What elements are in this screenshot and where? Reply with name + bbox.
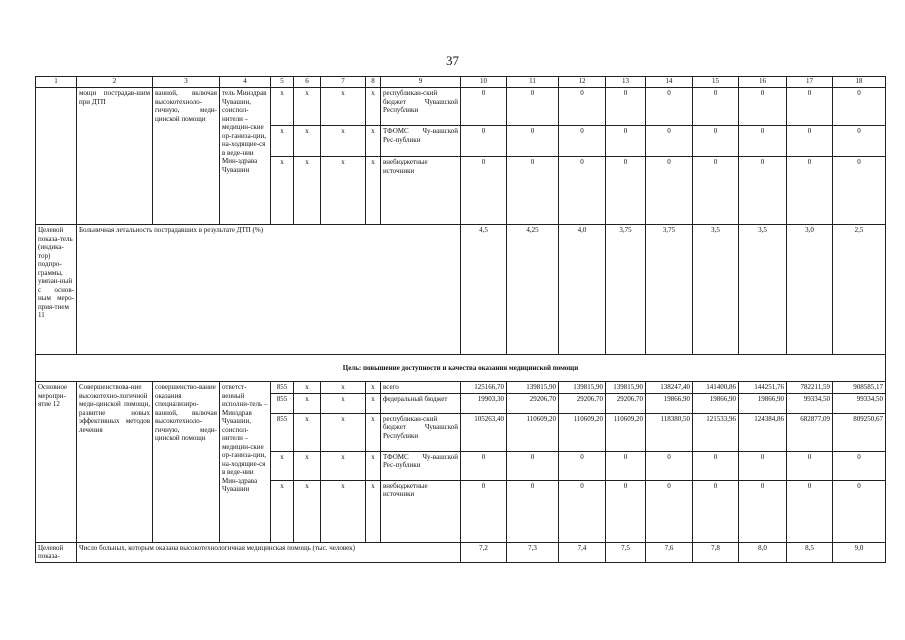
- value-cell: 0: [787, 157, 833, 225]
- value-cell: 99334,50: [787, 393, 833, 413]
- value-cell: 2,5: [833, 225, 886, 355]
- value-cell: 4,0: [559, 225, 606, 355]
- value-cell: 99334,50: [833, 393, 886, 413]
- value-cell: 0: [461, 157, 507, 225]
- value-cell: 0: [693, 157, 739, 225]
- value-cell: 0: [559, 451, 606, 480]
- code-cell: x: [321, 413, 366, 451]
- goal-row: [36, 355, 886, 382]
- value-cell: 0: [559, 480, 606, 542]
- column-number: 18: [833, 77, 886, 88]
- code-cell: x: [321, 126, 366, 157]
- value-cell: 0: [693, 451, 739, 480]
- value-cell: 0: [833, 451, 886, 480]
- column-number: 14: [646, 77, 693, 88]
- value-cell: 8,5: [787, 542, 833, 562]
- code-cell: x: [366, 451, 381, 480]
- value-cell: 138247,40: [646, 382, 693, 394]
- value-cell: 0: [739, 126, 787, 157]
- value-cell: 0: [739, 88, 787, 126]
- code-cell: x: [366, 88, 381, 126]
- value-cell: 19903,30: [461, 393, 507, 413]
- value-cell: 0: [606, 451, 646, 480]
- column-number: 3: [153, 77, 220, 88]
- value-cell: 29206,70: [559, 393, 606, 413]
- value-cell: 144251,76: [739, 382, 787, 394]
- code-cell: x: [271, 480, 294, 542]
- column-number: 8: [366, 77, 381, 88]
- value-cell: 809250,67: [833, 413, 886, 451]
- value-cell: 0: [606, 88, 646, 126]
- column-number: 1: [36, 77, 77, 88]
- code-cell: x: [294, 413, 321, 451]
- value-cell: 0: [646, 451, 693, 480]
- goal-text: Цель: повышение доступности и качества оказания медицинской помощи: [36, 355, 886, 382]
- value-cell: 0: [606, 480, 646, 542]
- value-cell: 0: [507, 451, 559, 480]
- funding-source-cell: всего: [381, 382, 461, 394]
- value-cell: 118380,50: [646, 413, 693, 451]
- value-cell: 0: [787, 88, 833, 126]
- value-cell: 7,3: [507, 542, 559, 562]
- value-cell: 0: [833, 480, 886, 542]
- funding-source-cell: республикан-ский бюджет Чувашской Республики: [381, 413, 461, 451]
- column-number: 2: [77, 77, 153, 88]
- value-cell: 3,5: [693, 225, 739, 355]
- value-cell: 0: [461, 451, 507, 480]
- value-cell: 908585,17: [833, 382, 886, 394]
- code-cell: x: [271, 451, 294, 480]
- value-cell: 0: [461, 480, 507, 542]
- indicator-row: [36, 542, 886, 562]
- value-cell: 141400,86: [693, 382, 739, 394]
- code-cell: x: [321, 157, 366, 225]
- code-cell: x: [294, 451, 321, 480]
- code-cell: x: [321, 480, 366, 542]
- value-cell: 0: [646, 480, 693, 542]
- page-number: 37: [446, 53, 459, 68]
- code-cell: x: [366, 413, 381, 451]
- value-cell: 0: [461, 126, 507, 157]
- value-cell: 7,6: [646, 542, 693, 562]
- code-cell: x: [366, 157, 381, 225]
- value-cell: 7,2: [461, 542, 507, 562]
- value-cell: 0: [787, 480, 833, 542]
- value-cell: 3,75: [646, 225, 693, 355]
- value-cell: 0: [507, 157, 559, 225]
- column-number: 11: [507, 77, 559, 88]
- value-cell: 110609,20: [559, 413, 606, 451]
- value-cell: 0: [559, 126, 606, 157]
- measure-name-cell: мощи пострадав-шим при ДТП: [77, 88, 153, 225]
- column-number: 4: [220, 77, 271, 88]
- indicator-label: Целевой показа-: [36, 542, 77, 562]
- measure-cell: [36, 88, 77, 225]
- value-cell: 7,5: [606, 542, 646, 562]
- measure-cell: Основное меропри-ятие 12: [36, 382, 77, 543]
- value-cell: 0: [833, 126, 886, 157]
- code-cell: x: [271, 157, 294, 225]
- value-cell: 0: [507, 126, 559, 157]
- value-cell: 0: [787, 451, 833, 480]
- measure-name-cell: Совершенствова-ние высокотехно-логичной меди-цинской помощи, развитие новых эффективных методов лечения: [77, 382, 153, 543]
- indicator-row: [36, 225, 886, 355]
- executor-cell: ответст-венный исполни-тель – Минздрав Чувашии, соиспол-нители – медицин-ские ор-ганиза-ции, на-ходящие-ся в веде-нии Мин-здрава Чувашии: [220, 382, 271, 543]
- code-cell: 855: [271, 393, 294, 413]
- value-cell: 7,4: [559, 542, 606, 562]
- value-cell: 0: [559, 88, 606, 126]
- column-number: 13: [606, 77, 646, 88]
- value-cell: 0: [559, 157, 606, 225]
- value-cell: 7,8: [693, 542, 739, 562]
- column-number: 6: [294, 77, 321, 88]
- value-cell: 0: [693, 480, 739, 542]
- value-cell: 0: [739, 451, 787, 480]
- value-cell: 682877,09: [787, 413, 833, 451]
- value-cell: 124384,86: [739, 413, 787, 451]
- funding-source-cell: ТФОМС Чу-вашской Рес-публики: [381, 126, 461, 157]
- code-cell: 855: [271, 382, 294, 394]
- value-cell: 0: [646, 88, 693, 126]
- column-number: 12: [559, 77, 606, 88]
- value-cell: 105263,40: [461, 413, 507, 451]
- code-cell: x: [294, 88, 321, 126]
- value-cell: 110609,20: [507, 413, 559, 451]
- value-cell: 8,0: [739, 542, 787, 562]
- value-cell: 0: [693, 88, 739, 126]
- code-cell: x: [366, 126, 381, 157]
- funding-source-cell: внебюджетные источники: [381, 480, 461, 542]
- code-cell: 855: [271, 413, 294, 451]
- column-number: 7: [321, 77, 366, 88]
- program-table: [35, 76, 886, 563]
- value-cell: 139815,90: [559, 382, 606, 394]
- value-cell: 4,25: [507, 225, 559, 355]
- code-cell: x: [294, 393, 321, 413]
- table-row: [36, 88, 886, 126]
- value-cell: 0: [739, 157, 787, 225]
- code-cell: x: [321, 393, 366, 413]
- column-number: 5: [271, 77, 294, 88]
- value-cell: 19866,90: [739, 393, 787, 413]
- code-cell: x: [294, 126, 321, 157]
- indicator-text: Больничная летальность пострадавших в результате ДТП (%): [77, 225, 461, 355]
- value-cell: 19866,90: [693, 393, 739, 413]
- task-cell: совершенство-вание оказания специализиро-ванной, включая высокотехноло-гичную, меди-цинской помощи: [153, 382, 220, 543]
- value-cell: 0: [693, 126, 739, 157]
- column-number: 17: [787, 77, 833, 88]
- value-cell: 4,5: [461, 225, 507, 355]
- column-number: 16: [739, 77, 787, 88]
- value-cell: 0: [833, 157, 886, 225]
- value-cell: 139815,90: [606, 382, 646, 394]
- code-cell: x: [294, 480, 321, 542]
- value-cell: 3,0: [787, 225, 833, 355]
- value-cell: 29206,70: [606, 393, 646, 413]
- value-cell: 0: [646, 157, 693, 225]
- value-cell: 0: [606, 126, 646, 157]
- column-number-row: [36, 77, 886, 88]
- indicator-text: Число больных, которым оказана высокотехнологичная медицинская помощь (тыс. человек): [77, 542, 461, 562]
- value-cell: 3,75: [606, 225, 646, 355]
- code-cell: x: [366, 393, 381, 413]
- value-cell: 0: [461, 88, 507, 126]
- code-cell: x: [271, 126, 294, 157]
- value-cell: 0: [507, 480, 559, 542]
- value-cell: 0: [739, 480, 787, 542]
- column-number: 9: [381, 77, 461, 88]
- value-cell: 19866,90: [646, 393, 693, 413]
- task-cell: ванной, включая высокотехноло-гичную, меди-цинской помощи: [153, 88, 220, 225]
- funding-source-cell: ТФОМС Чу-вашской Рес-публики: [381, 451, 461, 480]
- value-cell: 0: [606, 157, 646, 225]
- funding-source-cell: федеральный бюджет: [381, 393, 461, 413]
- column-number: 10: [461, 77, 507, 88]
- code-cell: x: [366, 480, 381, 542]
- value-cell: 0: [646, 126, 693, 157]
- value-cell: 0: [787, 126, 833, 157]
- code-cell: x: [321, 451, 366, 480]
- value-cell: 782211,59: [787, 382, 833, 394]
- value-cell: 3,5: [739, 225, 787, 355]
- table-row: [36, 382, 886, 394]
- value-cell: 121533,96: [693, 413, 739, 451]
- code-cell: x: [271, 88, 294, 126]
- funding-source-cell: республикан-ский бюджет Чувашской Республики: [381, 88, 461, 126]
- code-cell: x: [321, 382, 366, 394]
- executor-cell: тель Минздрав Чувашии, соиспол-нители – медицин-ские ор-ганиза-ции, на-ходящие-ся в веде-нии Мин-здрава Чувашии: [220, 88, 271, 225]
- value-cell: 29206,70: [507, 393, 559, 413]
- code-cell: x: [294, 157, 321, 225]
- value-cell: 9,0: [833, 542, 886, 562]
- indicator-label: Целевой показа-тель (индика-тор) подпро-граммы, увязан-ный с основ-ным меро-прия-тием 11: [36, 225, 77, 355]
- code-cell: x: [321, 88, 366, 126]
- value-cell: 139815,90: [507, 382, 559, 394]
- code-cell: x: [366, 382, 381, 394]
- funding-source-cell: внебюджетные источники: [381, 157, 461, 225]
- value-cell: 0: [507, 88, 559, 126]
- value-cell: 125166,70: [461, 382, 507, 394]
- column-number: 15: [693, 77, 739, 88]
- value-cell: 0: [833, 88, 886, 126]
- code-cell: x: [294, 382, 321, 394]
- value-cell: 110609,20: [606, 413, 646, 451]
